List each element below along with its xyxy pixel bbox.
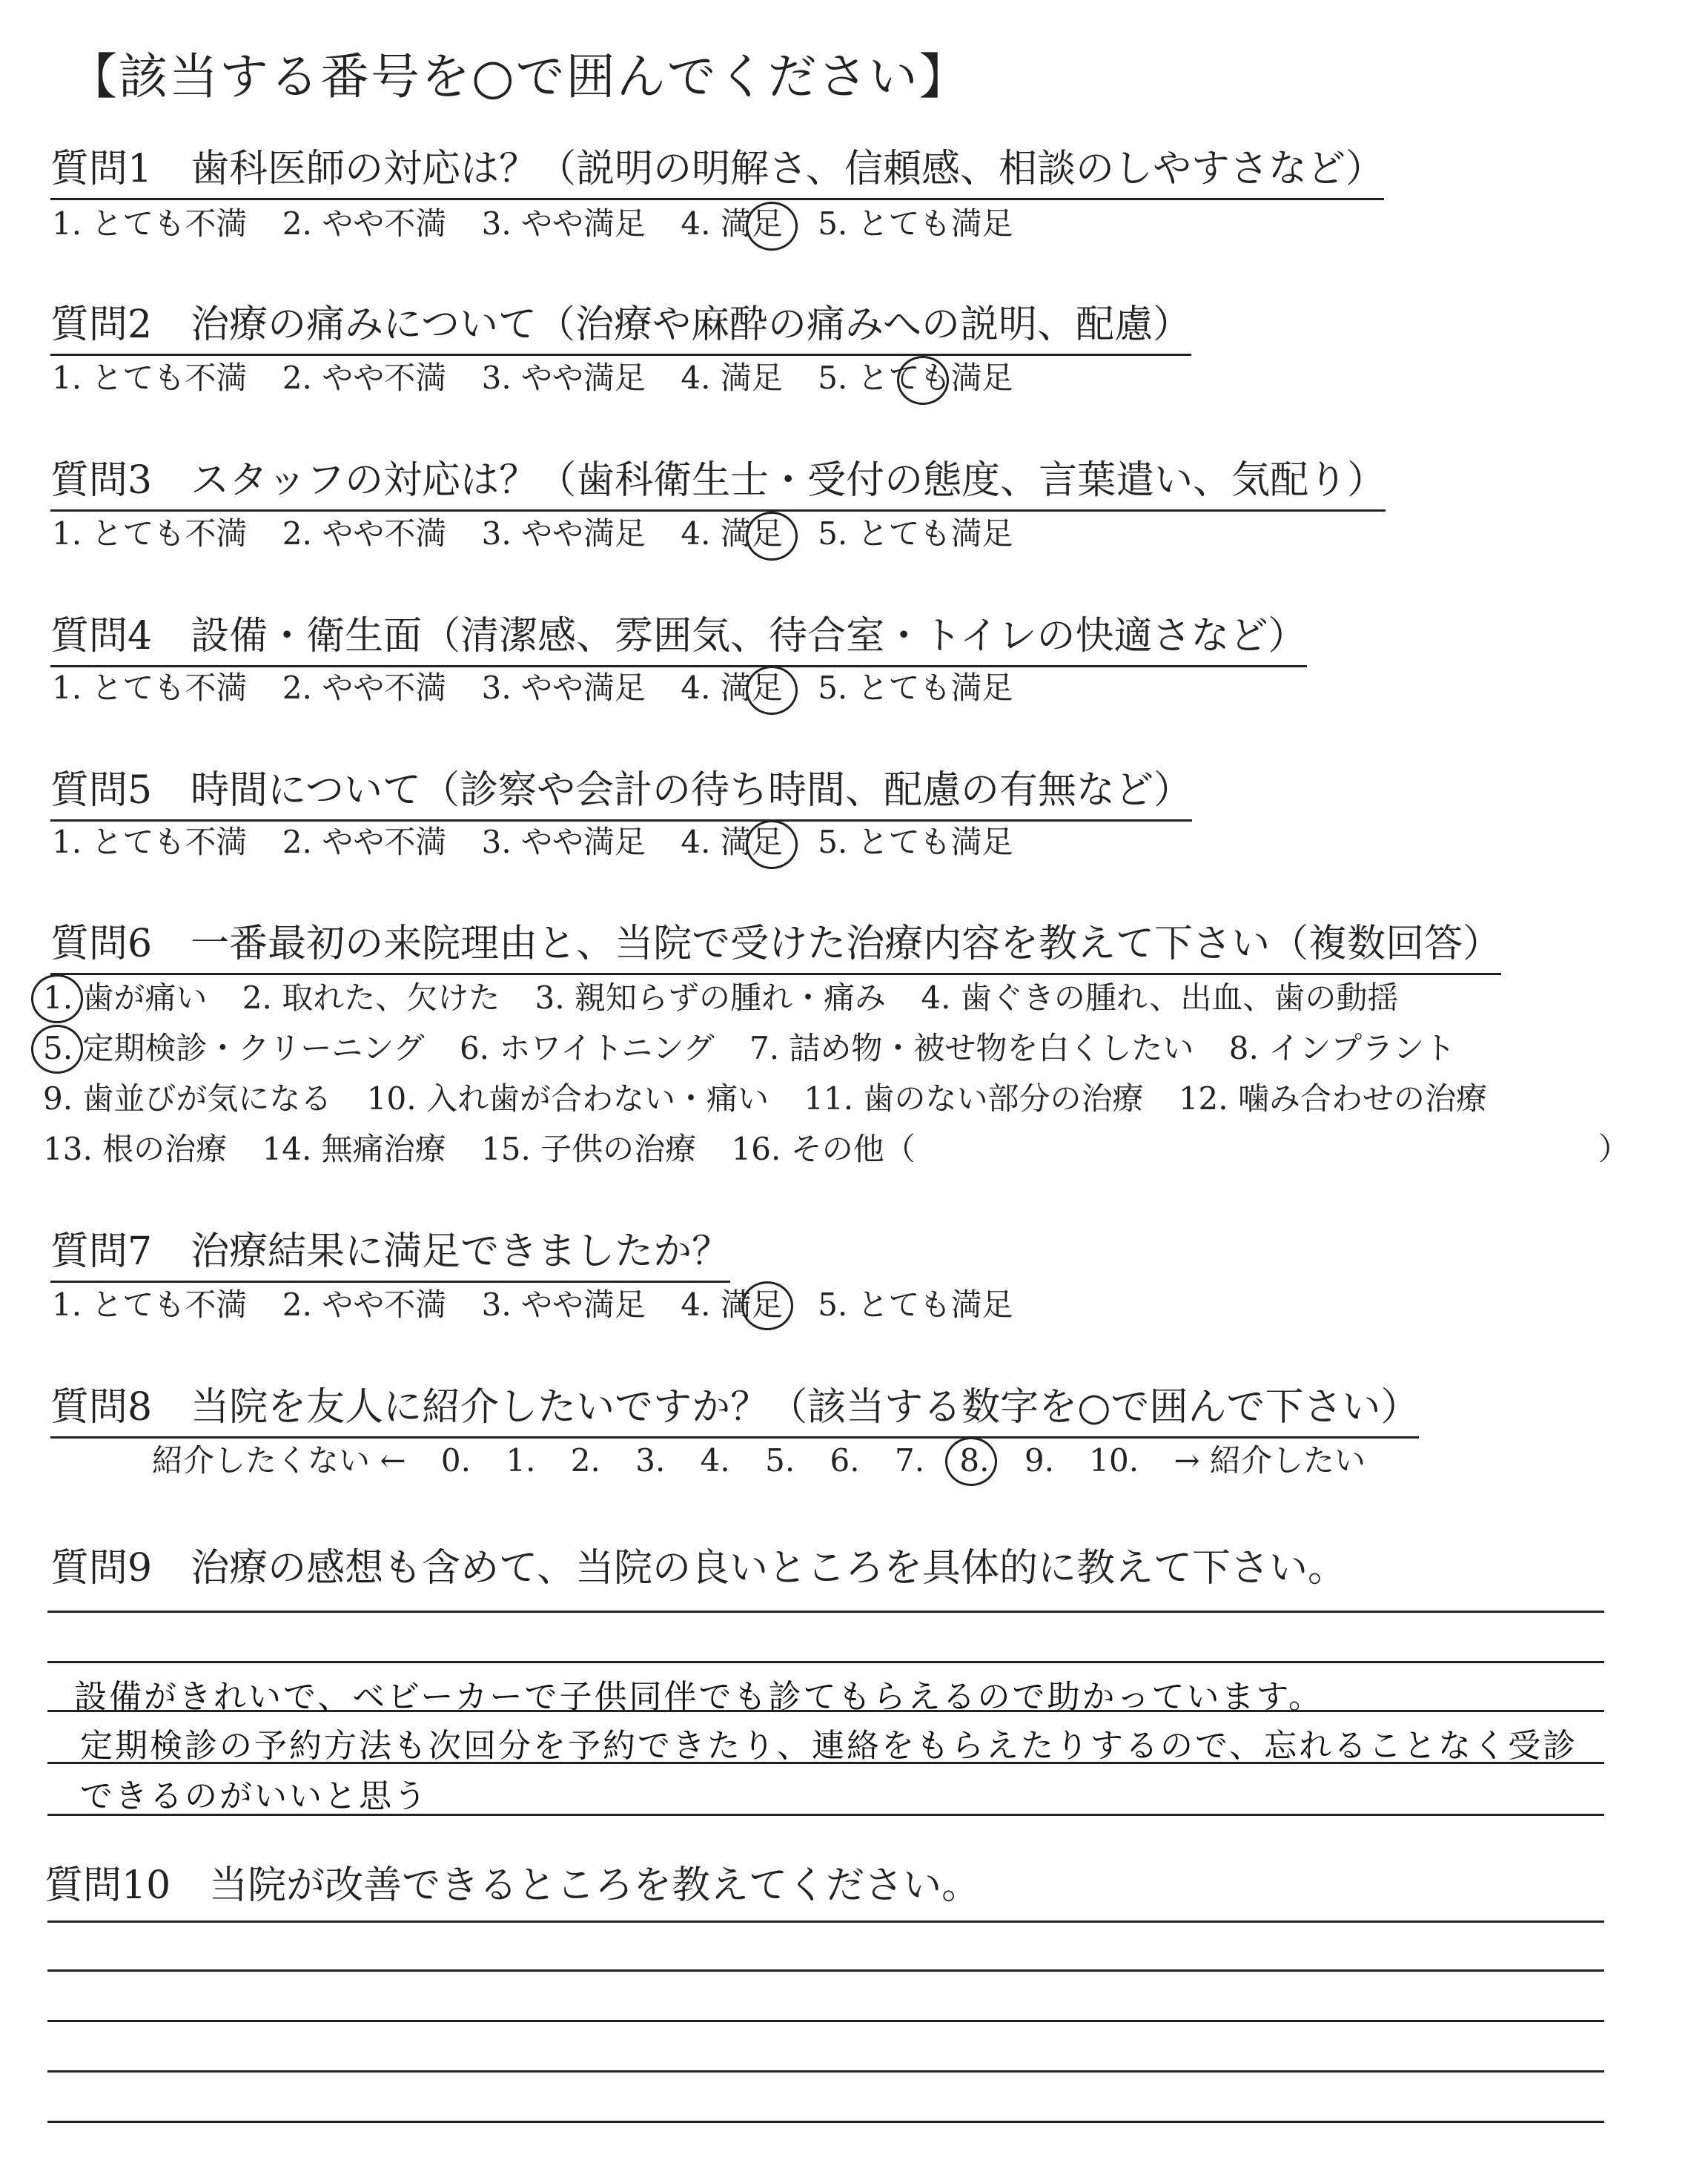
q10-answer-line [47,2121,1604,2123]
q8-num-0[interactable]: 0. [440,1442,471,1479]
q8-num-4[interactable]: 4. [700,1442,730,1479]
q6-option-1-circle [31,974,83,1023]
q5-option-2[interactable]: 2. やや不満 [282,824,447,860]
q1-option-1[interactable]: 1. とても不満 [52,205,248,242]
q6-row-3 [43,1077,1512,1121]
q2-option-2[interactable]: 2. やや不満 [282,360,447,396]
q10-answer-line [47,1920,1604,1923]
q1-options [52,202,1039,246]
q6-option-7[interactable]: 7. 詰め物・被せ物を白くしたい [749,1030,1194,1066]
q6-option-2[interactable]: 2. 取れた、欠けた [242,980,500,1016]
q8-num-2[interactable]: 2. [570,1442,600,1479]
q4-options [52,666,1039,710]
q8-scale [152,1439,1391,1483]
q7-option-2[interactable]: 2. やや不満 [282,1287,447,1323]
q6-row-2 [43,1026,1480,1071]
q8-num-5[interactable]: 5. [765,1442,795,1479]
q4-selection-circle [746,666,798,715]
q7-options [52,1283,1039,1327]
q6-option-11[interactable]: 11. 歯のない部分の治療 [804,1080,1144,1117]
q5-options [52,820,1039,865]
q6-row-4 [43,1127,941,1172]
question-8: 質問8 当院を友人に紹介したいですか？（該当する数字を○で囲んで下さい） [50,1383,1419,1439]
question-2: 質問2 治療の痛みについて（治療や麻酔の痛みへの説明、配慮） [50,300,1191,356]
q7-option-5[interactable]: 5. とても満足 [818,1287,1013,1323]
q6-option-15[interactable]: 15. 子供の治療 [481,1131,697,1167]
q9-handwritten-line-2: 定期検診の予約方法も次回分を予約できたり、連絡をもらえたりするので、忘れることなく受診 [80,1727,1578,1765]
q9-handwritten-line-1: 設備がきれいで、ベビーカーで子供同伴でも診てもらえるので助かっています。 [74,1678,1323,1716]
q3-option-3[interactable]: 3. やや満足 [481,515,646,552]
q9-answer-line [47,1661,1604,1663]
q1-selection-circle [746,202,798,251]
q8-num-3[interactable]: 3. [635,1442,666,1479]
q1-option-2[interactable]: 2. やや不満 [282,205,447,242]
question-1: 質問1 歯科医師の対応は？（説明の明解さ、信頼感、相談のしやすさなど） [50,145,1384,200]
q3-option-5[interactable]: 5. とても満足 [818,515,1013,552]
question-9: 質問9 治療の感想も含めて、当院の良いところを具体的に教えて下さい。 [50,1546,1347,1591]
q8-left-label: 紹介したくない ← [152,1442,406,1479]
q4-option-1[interactable]: 1. とても不満 [52,670,248,706]
q6-option-10[interactable]: 10. 入れ歯が合わない・痛い [366,1080,769,1117]
q7-option-4[interactable]: 4. 満足 [681,1287,783,1323]
q7-option-1[interactable]: 1. とても不満 [52,1287,248,1323]
q6-option-6[interactable]: 6. ホワイトニング [459,1030,715,1066]
q8-num-6[interactable]: 6. [830,1442,860,1479]
q8-num-1[interactable]: 1. [506,1442,536,1479]
form-title: 【該当する番号を○で囲んでください】 [68,48,970,105]
q6-option-5[interactable]: 5. 定期検診・クリーニング [43,1030,425,1066]
q5-option-3[interactable]: 3. やや満足 [481,824,646,860]
q6-option-9[interactable]: 9. 歯並びが気になる [43,1080,332,1117]
q6-option-1[interactable]: 1. 歯が痛い [43,980,208,1016]
q6-option-4[interactable]: 4. 歯ぐきの腫れ、出血、歯の動揺 [921,980,1399,1016]
q6-option-12[interactable]: 12. 噛み合わせの治療 [1178,1080,1487,1117]
q3-option-2[interactable]: 2. やや不満 [282,515,447,552]
q8-num-7[interactable]: 7. [894,1442,925,1479]
q2-selection-circle [897,356,949,405]
q2-option-4[interactable]: 4. 満足 [681,360,783,396]
q8-selection-circle [945,1437,997,1486]
question-10: 質問10 当院が改善できるところを教えてください。 [44,1863,981,1908]
question-3: 質問3 スタッフの対応は？（歯科衛生士・受付の態度、言葉遣い、気配り） [50,456,1386,512]
q5-selection-circle [746,820,798,869]
q8-right-label: → 紹介したい [1174,1442,1366,1479]
q2-option-3[interactable]: 3. やや満足 [481,360,646,396]
q2-option-1[interactable]: 1. とても不満 [52,360,248,396]
q1-option-4[interactable]: 4. 満足 [681,205,783,242]
q10-answer-line [47,2070,1604,2073]
question-7: 質問7 治療結果に満足できましたか？ [50,1227,730,1283]
q5-option-4[interactable]: 4. 満足 [681,824,783,860]
q2-option-5[interactable]: 5. とても満足 [818,360,1013,396]
q5-option-1[interactable]: 1. とても不満 [52,824,248,860]
q3-selection-circle [746,512,798,561]
q8-num-9[interactable]: 9. [1024,1442,1054,1479]
q3-option-1[interactable]: 1. とても不満 [52,515,248,552]
question-5: 質問5 時間について（診察や会計の待ち時間、配慮の有無など） [50,766,1192,822]
q3-options [52,512,1039,556]
q9-handwritten-line-3: できるのがいいと思う [80,1777,428,1815]
q4-option-5[interactable]: 5. とても満足 [818,670,1013,706]
q10-answer-line [47,2020,1604,2022]
q7-option-3[interactable]: 3. やや満足 [481,1287,646,1323]
q6-other-close-paren: ） [1598,1131,1630,1167]
question-4: 質問4 設備・衛生面（清潔感、雰囲気、待合室・トイレの快適さなど） [50,612,1307,667]
q6-option-3[interactable]: 3. 親知らずの腫れ・痛み [534,980,887,1016]
q6-option-16[interactable]: 16. その他（ [731,1131,916,1167]
q4-option-4[interactable]: 4. 満足 [681,670,783,706]
q6-option-13[interactable]: 13. 根の治療 [43,1131,228,1167]
q2-options [52,356,1039,400]
q10-answer-line [47,1969,1604,1972]
question-6: 質問6 一番最初の来院理由と、当院で受けた治療内容を教えて下さい（複数回答） [50,919,1501,975]
q3-option-4[interactable]: 4. 満足 [681,515,783,552]
q8-num-10[interactable]: 10. [1089,1442,1139,1479]
q6-option-5-circle [31,1025,83,1074]
q6-option-8[interactable]: 8. インプラント [1228,1030,1456,1066]
q4-option-2[interactable]: 2. やや不満 [282,670,447,706]
q5-option-5[interactable]: 5. とても満足 [818,824,1013,860]
q7-selection-circle [741,1281,793,1330]
q6-option-14[interactable]: 14. 無痛治療 [262,1131,446,1167]
q4-option-3[interactable]: 3. やや満足 [481,670,646,706]
q6-row-1 [43,976,1423,1020]
q9-answer-line [47,1611,1604,1613]
q8-num-8[interactable]: 8. [959,1442,990,1479]
q1-option-3[interactable]: 3. やや満足 [481,205,646,242]
q1-option-5[interactable]: 5. とても満足 [818,205,1013,242]
